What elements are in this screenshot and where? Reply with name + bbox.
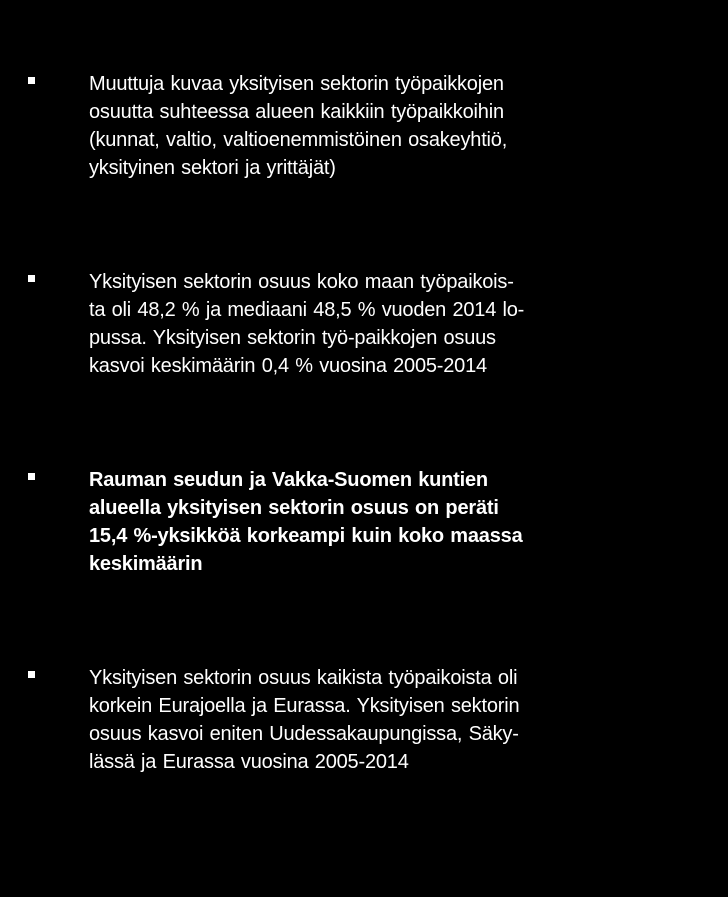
text-line: (kunnat, valtio, valtioenemmistöinen osakeyhtiö, <box>89 129 508 151</box>
text-line: pussa. Yksityisen sektorin työ-paikkojen osuus <box>89 327 496 349</box>
bullet-square-icon <box>28 275 35 282</box>
bullet-square-icon <box>28 671 35 678</box>
text-line: kasvoi keskimäärin 0,4 % vuosina 2005-2014 <box>89 355 487 377</box>
text-line: ta oli 48,2 % ja mediaani 48,5 % vuoden 2014 lo- <box>89 299 525 321</box>
text-line: korkein Eurajoella ja Eurassa. Yksityisen sektorin <box>89 695 520 717</box>
text-line: alueella yksityisen sektorin osuus on peräti <box>89 497 499 519</box>
text-line: Yksityisen sektorin osuus kaikista työpaikoista oli <box>89 667 518 689</box>
text-line: keskimäärin <box>89 553 203 575</box>
bullet-square-icon <box>28 77 35 84</box>
bullet-text-emphasis <box>89 466 700 578</box>
text-line: Muuttuja kuvaa yksityisen sektorin työpaikkojen <box>89 73 504 95</box>
text-line: yksityinen sektori ja yrittäjät) <box>89 157 336 179</box>
text-line: osuutta suhteessa alueen kaikkiin työpaikkoihin <box>89 101 504 123</box>
text-line: lässä ja Eurassa vuosina 2005-2014 <box>89 751 409 773</box>
text-line: 15,4 %-yksikköä korkeampi kuin koko maassa <box>89 525 523 547</box>
bullet-text <box>89 268 700 380</box>
bullet-text <box>89 70 700 182</box>
bullet-text <box>89 664 700 776</box>
text-line: Yksityisen sektorin osuus koko maan työpaikois- <box>89 271 514 293</box>
bullet-square-icon <box>28 473 35 480</box>
text-line: osuus kasvoi eniten Uudessakaupungissa, Säky- <box>89 723 519 745</box>
text-line: Rauman seudun ja Vakka-Suomen kuntien <box>89 469 488 491</box>
